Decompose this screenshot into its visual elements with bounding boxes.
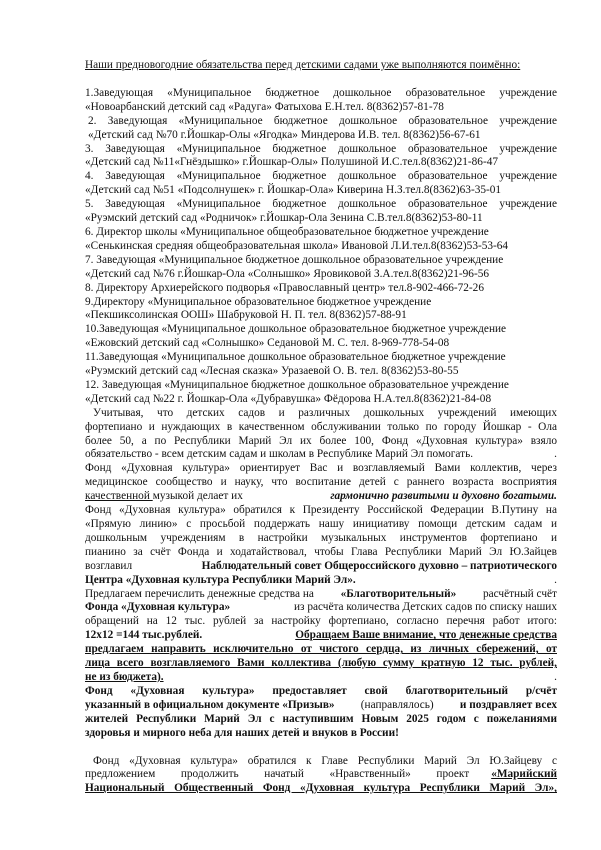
trailing-dot: . <box>554 670 557 683</box>
paragraph-line: более 50, а по Республики Марий Эл их более 100, Фонд «Духовная культура» взяло <box>85 434 557 447</box>
underlined-text: качественной <box>85 490 153 503</box>
paragraph-line: дошкольным учреждениям в настройки музыкальных инструментов фортепиано и <box>85 531 557 544</box>
bold-underlined-text: не из бюджета). <box>85 670 164 683</box>
bold-text: «Благотворительный» <box>340 587 457 600</box>
paragraph-music-education <box>85 462 557 504</box>
list-item-line: «Сенькинская средняя общеобразовательная школа» Ивановой Л.И.тел.8(8362)53-53-64 <box>85 239 509 252</box>
paragraph-line <box>85 601 557 615</box>
paragraph-line <box>85 448 557 462</box>
list-item-line: «Новоарбанский детский сад «Радуга» Фатыхова Е.Н.тел. 8(8362)57-81-78 <box>85 100 444 113</box>
list-item-line: 12. Заведующая «Муниципальное бюджетное дошкольное образовательное учреждение <box>85 378 509 391</box>
list-item <box>85 351 557 379</box>
list-item <box>85 198 557 226</box>
list-item-line: «Детский сад №11«Гнёздышко» г.Йошкар-Олы» Полушиной И.С.тел.8(8362)21-86-47 <box>85 156 499 169</box>
list-item <box>85 87 557 115</box>
list-item-line: 8. Директору Архиерейского подворья «Православный центр» тел.8-902-466-72-26 <box>85 281 484 294</box>
paragraph-line <box>85 490 557 504</box>
list-item <box>85 226 557 254</box>
paragraph-kindergartens-count <box>85 407 557 463</box>
paragraph-greeting <box>85 685 557 741</box>
list-item-line: «Руэмский детский сад «Родничок» г.Йошкар-Ола Зенина С.В.тел.8(8362)53-80-11 <box>85 212 483 225</box>
list-item-line: 3. Заведующая «Муниципальное бюджетное дошкольное образовательное учреждение <box>85 142 557 155</box>
list-item-line: «Детский сад №22 г. Йошкар-Ола «Дубравушка» Фёдорова Н.А.тел.8(8362)21-84-08 <box>85 392 492 405</box>
document-page <box>85 59 557 796</box>
paragraph-line <box>85 588 557 602</box>
list-item-line: 4. Заведующая «Муниципальное бюджетное дошкольное образовательное учреждение <box>85 170 557 183</box>
list-item <box>85 282 557 296</box>
bold-text: и поздравляет всех <box>459 698 557 711</box>
list-item-line: «Ежовский детский сад «Солнышко» Седановой М. С. тел. 8-969-778-54-08 <box>85 337 450 350</box>
plain-text: музыкой делает их <box>152 490 243 503</box>
paragraph-line: фортепиано и нуждающих в качественном обслуживании только по городу Йошкар - Ола <box>85 420 557 433</box>
list-item-line: 11.Заведующая «Муниципальное дошкольное образовательное бюджетное учреждение <box>85 351 506 364</box>
paragraph-line: Фонд «Духовная культура» ориентирует Вас и возглавляемый Вами коллектив, через <box>85 462 557 475</box>
list-item <box>85 323 557 351</box>
document-heading: Наши предновогодние обязательства перед детскими садами уже выполняются поимённо: <box>85 59 521 71</box>
bold-text: Наблюдательный совет Общероссийского духовно – патриотического <box>201 559 557 572</box>
list-item-line: 5. Заведующая «Муниципальное бюджетное дошкольное образовательное учреждение <box>85 198 557 211</box>
plain-text: расчётный счёт <box>482 587 557 600</box>
list-item-line: «Детский сад №76 г.Йошкар-Ола «Солнышко» Яровиковой З.А.тел.8(8362)21-96-56 <box>85 267 490 280</box>
list-item <box>85 170 557 198</box>
paragraph-text <box>85 490 243 504</box>
paragraph-line <box>85 699 557 713</box>
paragraph-line: обращений на 12 тыс. рублей за настройку фортепиано, согласно перечня работ итого: <box>85 615 557 628</box>
recipient-list <box>85 87 557 407</box>
paragraph-line <box>85 768 557 782</box>
bold-underlined-text: Обращаем Ваше внимание, что денежные средства <box>295 629 557 642</box>
list-item-line: 2. Заведующая «Муниципальное бюджетное дошкольное образовательное учреждение <box>88 114 557 127</box>
list-item <box>85 296 557 324</box>
list-item <box>85 143 557 171</box>
list-item-line: 6. Директор школы «Муниципальное общеобразовательное бюджетное учреждение <box>85 225 489 238</box>
plain-text: Предлагаем перечислить денежные средства на <box>85 587 314 600</box>
paragraph-line: Фонд «Духовная культура» предоставляет свой благотворительный р/счёт <box>85 684 557 697</box>
list-item-line: 10.Заведующая «Муниципальное дошкольное образовательное бюджетное учреждение <box>85 323 507 336</box>
bold-text: Фонда «Духовная культура» <box>85 601 231 614</box>
plain-text: из расчёта количества Детских садов по списку наших <box>293 601 557 614</box>
paragraph-head-appeal <box>85 755 557 797</box>
list-item-line: 1.Заведующая «Муниципальное бюджетное дошкольное образовательное учреждение <box>85 86 557 99</box>
bold-italic-text: гармонично развитыми и духовно богатыми. <box>330 490 557 503</box>
list-item <box>85 115 557 143</box>
plain-text: (направлялось) <box>360 698 434 711</box>
list-item-line: «Детский сад №70 г.Йошкар-Олы «Ягодка» Миндерова И.В. тел. 8(8362)56-67-61 <box>88 128 481 141</box>
list-item-line: 9.Директору «Муниципальное образовательное бюджетное учреждение <box>85 295 432 308</box>
list-item-line: «Пекшиксолинская ООШ» Шабруковой Н. П. тел. 8(8362)57-88-91 <box>85 309 407 322</box>
trailing-dot: . <box>554 573 557 586</box>
bold-text: Центра «Духовная культура Республики Марий Эл». <box>85 573 356 586</box>
paragraph-line: «Прямую линию» с просьбой поддержать нашу инициативу помощи детским садам и <box>85 518 557 530</box>
paragraph-line: медицинское сообщество и науку, что воспитание детей с раннего возраста восприятия <box>85 476 557 489</box>
total-amount: 12х12 =144 тыс.рублей. <box>85 629 203 642</box>
plain-text: возглавил <box>85 559 133 572</box>
bold-underlined-text: «Марийский <box>491 768 557 781</box>
paragraph-line: пианино за счёт Фонда и ходатайствовал, чтобы Глава Республики Марий Эл Ю.Зайцев <box>85 545 557 558</box>
list-item-line: 7. Заведующая «Муниципальное бюджетное дошкольное образовательное учреждение <box>85 253 504 266</box>
paragraph-line <box>85 629 557 643</box>
paragraph-line: Фонд «Духовная культура» обратился к Президенту Российской Федерации В.Путину на <box>85 504 557 517</box>
list-item <box>85 254 557 282</box>
paragraph-line: здоровья и мирного неба для наших детей и внуков в России! <box>85 726 399 739</box>
paragraph-line: Национальный Общественный Фонд «Духовная культура Республики Марий Эл», <box>85 782 557 795</box>
paragraph-line <box>85 560 557 574</box>
plain-text: предложением продолжить начатый «Нравственный» проект <box>85 768 470 781</box>
bold-text: указанный в официальном документе «Призыв» <box>85 698 335 711</box>
paragraph-line <box>85 671 557 685</box>
paragraph-president-appeal <box>85 504 557 587</box>
paragraph-donation-request <box>85 588 557 685</box>
list-item-line: «Руэмский детский сад «Лесная сказка» Уразаевой О. В. тел. 8(8362)53-80-55 <box>85 365 459 378</box>
paragraph-gap <box>85 741 557 755</box>
paragraph-line: Учитывая, что детских садов и различных дошкольных учреждений имеющих <box>93 406 557 419</box>
paragraph-line <box>85 574 557 588</box>
list-item <box>85 379 557 407</box>
trailing-dot: . <box>554 448 557 461</box>
paragraph-line: Фонд «Духовная культура» обратился к Главе Республики Марий Эл Ю.Зайцеву с <box>93 754 557 767</box>
list-item-line: «Детский сад №51 «Подсолнушек» г. Йошкар-Ола» Киверина Н.З.тел.8(8362)63-35-01 <box>85 184 502 197</box>
paragraph-text: обязательство - всем детским садам и школам в Республике Марий Эл помогать. <box>85 448 474 461</box>
paragraph-line: лица всего возглавляемого Вами коллектива (любую сумму кратную 12 тыс. рублей, <box>85 657 557 670</box>
paragraph-line: предлагаем направить исключительно от чистого сердца, из личных сбережений, от <box>85 643 557 656</box>
paragraph-line: жителей Республики Марий Эл с наступившим Новым 2025 годом с пожеланиями <box>85 712 557 725</box>
